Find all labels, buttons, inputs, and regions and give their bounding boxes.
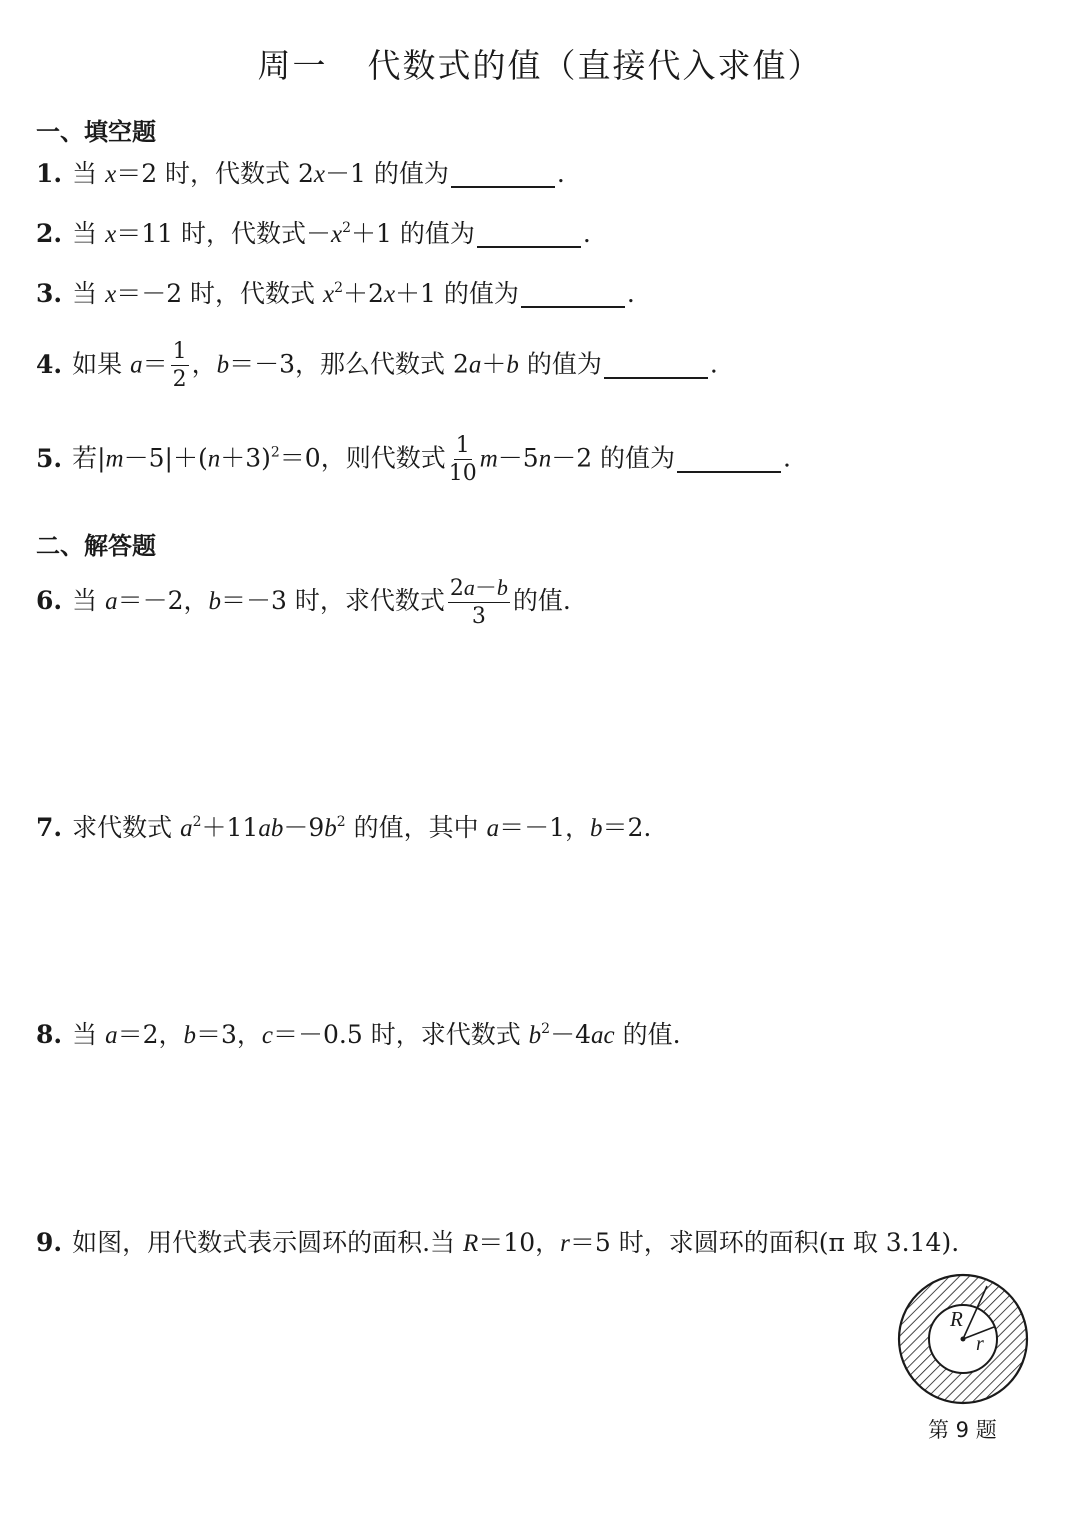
var-a: a: [130, 351, 143, 379]
fraction: [448, 576, 510, 629]
denominator: 2: [172, 367, 187, 393]
annulus-figure: [890, 1266, 1036, 1412]
text: 当: [72, 1020, 98, 1049]
var-b: b: [208, 588, 221, 616]
text: 如图，用代数式表示圆环的面积.当: [72, 1228, 456, 1257]
var-x: x: [105, 221, 117, 248]
var-x: x: [313, 161, 326, 188]
text: 的值.: [622, 1020, 681, 1049]
numerator: [448, 576, 510, 603]
text: ＝3，: [195, 1020, 262, 1049]
question-7: [36, 815, 651, 841]
var-b: b: [216, 351, 230, 379]
center-point: [961, 1337, 966, 1342]
page-title: [0, 40, 1080, 87]
var-x: x: [105, 281, 117, 308]
numerator: 1: [454, 434, 472, 460]
text: ＝－3，那么代数式 2: [229, 349, 469, 379]
answer-blank[interactable]: [604, 351, 708, 379]
exponent: 2: [334, 280, 344, 296]
question-4: [36, 340, 718, 392]
exponent: 2: [342, 220, 351, 236]
text: ＝: [142, 349, 168, 379]
answer-blank[interactable]: [677, 445, 781, 473]
question-number: 4.: [36, 349, 63, 379]
text: ＝11 时，代数式－: [116, 219, 331, 248]
text: 当: [72, 159, 98, 188]
title-day: 周一: [257, 46, 328, 85]
text: ＝－2，: [117, 586, 209, 616]
question-1: [36, 160, 565, 188]
exponent: 2: [336, 814, 346, 830]
text: 求代数式: [72, 813, 173, 842]
text: .: [556, 159, 565, 188]
text: 的值.: [512, 586, 571, 616]
text: －5: [497, 443, 539, 473]
exponent: 2: [192, 814, 202, 830]
text: ＋1 的值为: [350, 219, 475, 248]
numerator: 1: [171, 340, 189, 366]
text: 当: [72, 219, 98, 248]
question-number: 9.: [36, 1228, 63, 1257]
text: ＝－1，: [499, 813, 590, 842]
denominator: 3: [471, 604, 486, 630]
var-x: x: [330, 221, 343, 248]
var-x: x: [323, 281, 335, 308]
text: 若|: [72, 443, 106, 473]
text: ＝0，则代数式: [279, 443, 446, 473]
text: ＝－3 时，求代数式: [220, 586, 445, 616]
text: －1 的值为: [325, 159, 449, 188]
var-a: a: [105, 1022, 118, 1049]
text: －: [474, 576, 497, 601]
fraction: [171, 340, 189, 392]
exponent: 2: [541, 1021, 551, 1037]
var-a: a: [468, 351, 482, 379]
var-ac: ac: [591, 1022, 615, 1049]
var-c: c: [261, 1022, 273, 1049]
text: ＋1 的值为: [395, 279, 519, 308]
var-b: b: [183, 1022, 196, 1049]
question-2: [36, 220, 591, 248]
var-b: b: [589, 815, 603, 842]
answer-blank[interactable]: [451, 160, 555, 188]
var-x: x: [105, 161, 117, 188]
text: ＝－2 时，代数式: [116, 279, 316, 308]
label-R: R: [950, 1307, 963, 1331]
question-5: [36, 434, 791, 486]
var-n: n: [538, 445, 552, 473]
text: ＝－0.5 时，求代数式: [273, 1020, 521, 1049]
text: 当: [72, 586, 98, 616]
text: －4: [550, 1020, 591, 1049]
question-number: 3.: [36, 279, 63, 308]
var-a: a: [463, 575, 475, 600]
var-m: m: [105, 445, 124, 473]
text: .: [582, 219, 591, 248]
label-r: r: [976, 1333, 984, 1355]
var-b: b: [496, 575, 508, 600]
var-R: R: [463, 1230, 479, 1257]
text: 如果: [72, 349, 123, 379]
text: 当: [72, 279, 98, 308]
title-topic: 代数式的值（直接代入求值）: [367, 46, 823, 85]
question-6: [36, 576, 571, 629]
text: －5|＋(: [123, 443, 208, 473]
question-number: 2.: [36, 219, 63, 248]
question-number: 5.: [36, 443, 63, 473]
answer-blank[interactable]: [477, 220, 581, 248]
text: 的值，其中: [353, 813, 479, 842]
text: ＋11: [201, 813, 259, 842]
fraction: [449, 434, 477, 486]
question-number: 8.: [36, 1020, 63, 1049]
text: ，: [191, 349, 217, 379]
text: 2: [449, 576, 464, 601]
question-3: [36, 280, 635, 308]
question-number: 6.: [36, 586, 63, 616]
var-a: a: [180, 815, 193, 842]
text: ＝5 时，求圆环的面积(π 取 3.14).: [569, 1228, 960, 1257]
exponent: 2: [270, 444, 280, 461]
section-fill-heading: 一、填空题: [36, 118, 156, 146]
question-number: 7.: [36, 813, 63, 842]
denominator: 10: [448, 461, 477, 487]
text: ＝2 时，代数式 2: [116, 159, 314, 188]
var-b: b: [324, 815, 337, 842]
text: ＋3): [220, 443, 271, 473]
var-m: m: [479, 445, 498, 473]
var-b: b: [506, 351, 519, 379]
text: －9: [283, 813, 325, 842]
text: 的值为: [526, 349, 602, 379]
text: ＝2，: [117, 1020, 184, 1049]
figure-caption: 第 9 题: [928, 1418, 997, 1442]
text: ＝2.: [602, 813, 652, 842]
text: －2 的值为: [551, 443, 676, 473]
var-a: a: [486, 815, 500, 842]
text: ＝10，: [478, 1228, 561, 1257]
text: .: [626, 279, 635, 308]
var-r: r: [560, 1230, 570, 1257]
text: ＋2: [343, 279, 384, 308]
text: .: [709, 349, 718, 379]
var-x: x: [383, 281, 396, 308]
text: ＋: [481, 349, 507, 379]
question-9: [36, 1230, 959, 1256]
text: .: [783, 443, 791, 473]
var-ab: ab: [258, 815, 284, 842]
question-8: [36, 1022, 681, 1048]
answer-blank[interactable]: [521, 280, 625, 308]
var-b: b: [528, 1022, 542, 1049]
section-solve-heading: 二、解答题: [36, 532, 156, 560]
question-number: 1.: [36, 159, 63, 188]
var-a: a: [105, 588, 118, 616]
var-n: n: [207, 445, 221, 473]
